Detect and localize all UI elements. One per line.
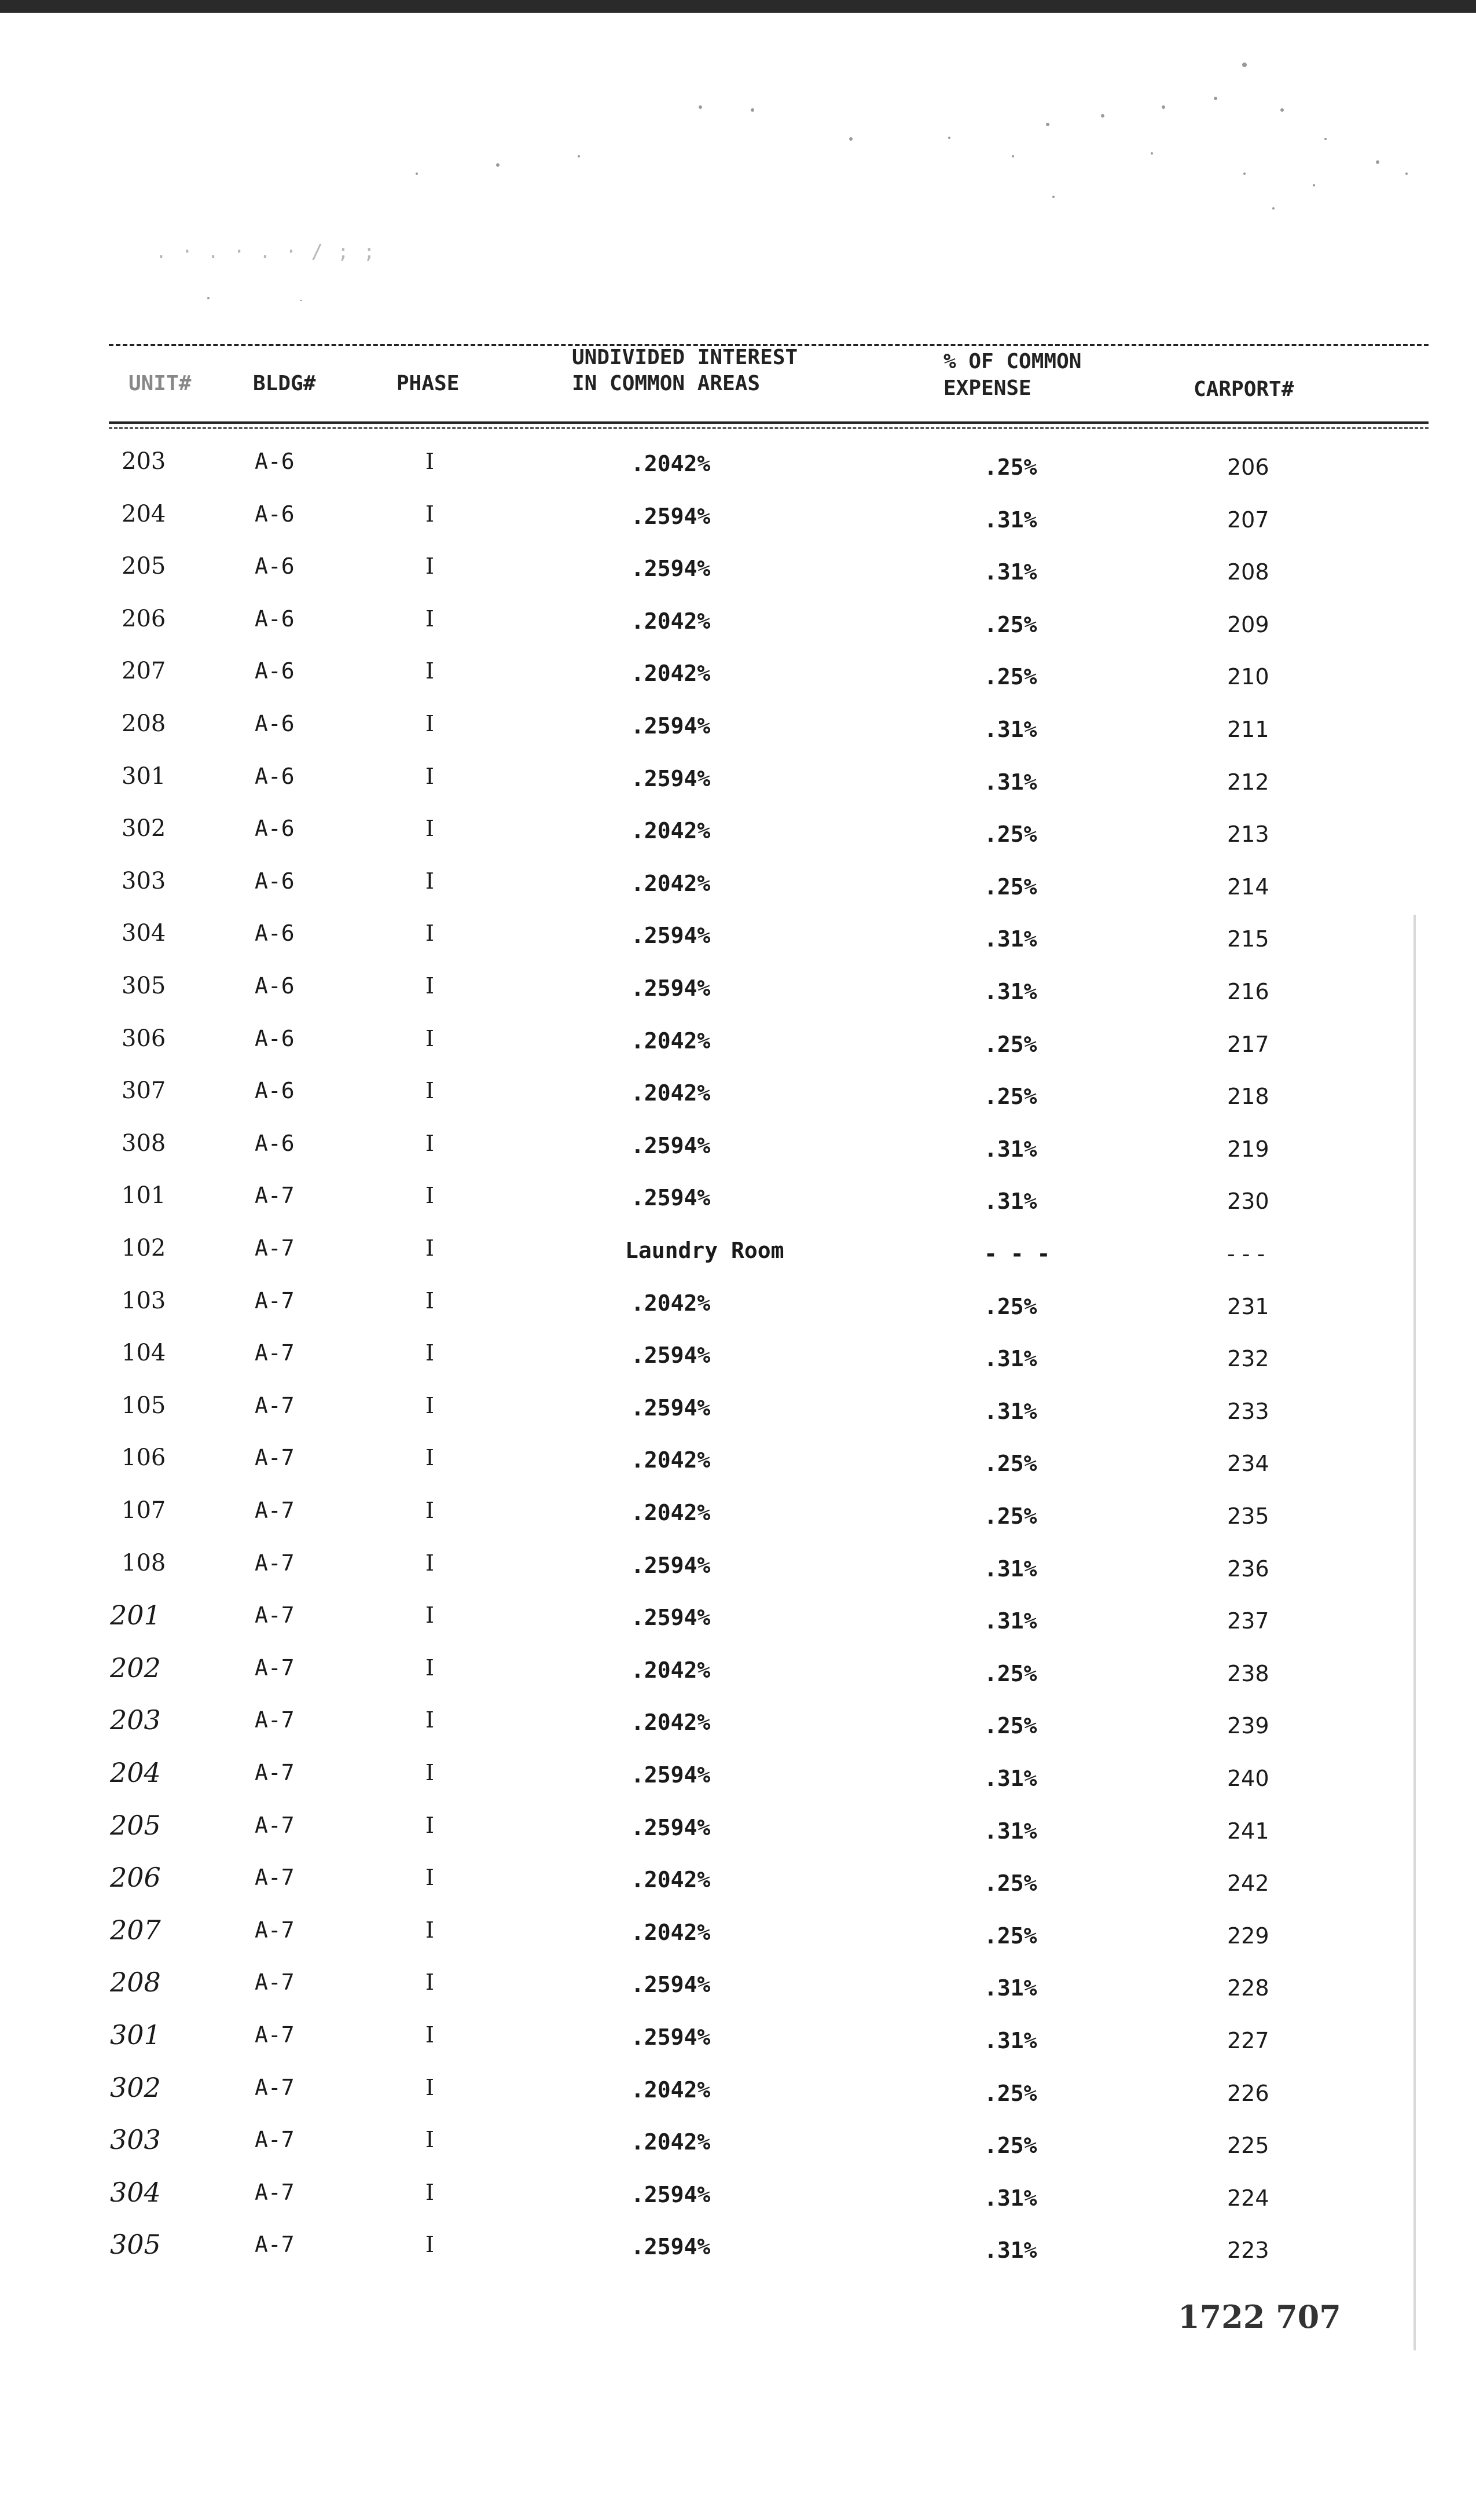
phase-cell: I xyxy=(425,1235,435,1261)
phase-cell: I xyxy=(425,868,435,894)
carport-cell: 229 xyxy=(1227,1923,1269,1949)
undivided-interest-cell: .2594% xyxy=(631,2024,711,2050)
carport-cell: 214 xyxy=(1227,874,1269,900)
common-expense-cell: .31% xyxy=(984,1556,1037,1582)
undivided-interest-cell: .2594% xyxy=(631,2181,711,2207)
phase-cell: I xyxy=(425,501,435,527)
phase-cell: I xyxy=(425,1340,435,1366)
unit-cell: 205 xyxy=(122,553,166,580)
bldg-cell: A-6 xyxy=(255,763,295,789)
carport-cell: 235 xyxy=(1227,1503,1269,1529)
phase-cell: I xyxy=(425,1602,435,1628)
table-row xyxy=(0,1758,1476,1810)
bldg-cell: A-6 xyxy=(255,501,295,527)
undivided-interest-cell: .2594% xyxy=(631,975,711,1001)
phase-cell: I xyxy=(425,2022,435,2048)
carport-cell: 207 xyxy=(1227,507,1269,533)
unit-cell: 303 xyxy=(122,867,166,894)
bldg-cell: A-7 xyxy=(255,1917,295,1943)
common-expense-cell: .25% xyxy=(984,664,1037,690)
phase-cell: I xyxy=(425,973,435,999)
phase-cell: I xyxy=(425,920,435,947)
bldg-cell: A-7 xyxy=(255,1812,295,1838)
common-expense-cell: .31% xyxy=(984,769,1037,795)
phase-cell: I xyxy=(425,1917,435,1943)
unit-cell: 106 xyxy=(122,1444,166,1472)
bldg-cell: A-7 xyxy=(255,1655,295,1681)
undivided-interest-cell: .2594% xyxy=(631,1342,711,1369)
table-row xyxy=(0,604,1476,656)
phase-cell: I xyxy=(425,1287,435,1314)
table-row xyxy=(0,552,1476,604)
unit-cell: 108 xyxy=(122,1549,166,1576)
table-row xyxy=(0,1391,1476,1443)
carport-cell: - - - xyxy=(1227,1241,1265,1267)
bldg-cell: A-7 xyxy=(255,1865,295,1891)
bldg-cell: A-6 xyxy=(255,606,295,632)
carport-cell: 217 xyxy=(1227,1031,1269,1057)
table-row xyxy=(0,1705,1476,1758)
unit-cell: 306 xyxy=(122,1025,166,1052)
phase-cell: I xyxy=(425,1445,435,1471)
table-row xyxy=(0,1653,1476,1705)
undivided-interest-cell: .2042% xyxy=(631,1290,711,1316)
phase-cell: I xyxy=(425,449,435,474)
undivided-interest-cell: .2042% xyxy=(631,1710,711,1736)
phase-cell: I xyxy=(425,553,435,579)
bldg-cell: A-7 xyxy=(255,1183,295,1209)
common-expense-cell: .31% xyxy=(984,979,1037,1004)
table-row xyxy=(0,1549,1476,1601)
table-row xyxy=(0,2230,1476,2282)
unit-cell: 302 xyxy=(122,815,166,842)
common-expense-cell: .25% xyxy=(984,1870,1037,1897)
bldg-cell: A-7 xyxy=(255,2074,295,2100)
undivided-interest-cell: .2594% xyxy=(631,1762,711,1788)
undivided-interest-cell: .2594% xyxy=(631,1814,711,1840)
bldg-cell: A-7 xyxy=(255,1392,295,1418)
undivided-interest-cell: .2594% xyxy=(631,1185,711,1211)
bldg-cell: A-7 xyxy=(255,1235,295,1261)
phase-cell: I xyxy=(425,1550,435,1576)
bldg-cell: A-7 xyxy=(255,2232,295,2258)
table-row xyxy=(0,2073,1476,2125)
table-row xyxy=(0,1024,1476,1076)
common-expense-cell: .25% xyxy=(984,2133,1037,2159)
table-row xyxy=(0,919,1476,971)
carport-cell: 209 xyxy=(1227,611,1269,637)
carport-cell: 239 xyxy=(1227,1713,1269,1739)
bldg-cell: A-7 xyxy=(255,1340,295,1366)
undivided-interest-cell: Laundry Room xyxy=(625,1238,784,1263)
phase-cell: I xyxy=(425,1392,435,1418)
unit-cell: 207 xyxy=(110,1914,161,1946)
undivided-interest-cell: .2042% xyxy=(631,1919,711,1945)
common-expense-cell: .25% xyxy=(984,1451,1037,1477)
common-expense-cell: .25% xyxy=(984,2080,1037,2106)
carport-cell: 234 xyxy=(1227,1451,1269,1477)
col-header-unit: UNIT# xyxy=(128,372,192,395)
unit-cell: 208 xyxy=(110,1967,161,1998)
common-expense-cell: .25% xyxy=(984,1713,1037,1739)
carport-cell: 215 xyxy=(1227,926,1269,952)
common-expense-cell: .25% xyxy=(984,874,1037,900)
common-expense-cell: .31% xyxy=(984,1346,1037,1372)
table-row xyxy=(0,762,1476,814)
undivided-interest-cell: .2042% xyxy=(631,870,711,896)
table-row xyxy=(0,1916,1476,1968)
undivided-interest-cell: .2594% xyxy=(631,923,711,949)
carport-cell: 231 xyxy=(1227,1293,1269,1319)
unit-cell: 107 xyxy=(122,1497,166,1524)
unit-cell: 104 xyxy=(122,1340,166,1367)
table-row xyxy=(0,814,1476,866)
phase-cell: I xyxy=(425,816,435,842)
undivided-interest-cell: .2042% xyxy=(631,451,711,476)
bldg-cell: A-7 xyxy=(255,1602,295,1628)
carport-cell: 241 xyxy=(1227,1818,1269,1844)
table-row xyxy=(0,1129,1476,1181)
bldg-cell: A-7 xyxy=(255,1760,295,1785)
common-expense-cell: .25% xyxy=(984,821,1037,848)
common-expense-cell: .31% xyxy=(984,1975,1037,2001)
unit-cell: 301 xyxy=(122,762,166,790)
carport-cell: 225 xyxy=(1227,2133,1269,2159)
undivided-interest-cell: .2042% xyxy=(631,608,711,634)
unit-cell: 208 xyxy=(122,710,166,737)
table-header-rule xyxy=(109,421,1429,424)
table-header-rule-secondary xyxy=(109,427,1429,429)
undivided-interest-cell: .2042% xyxy=(631,1028,711,1054)
carport-cell: 212 xyxy=(1227,769,1269,795)
table-row xyxy=(0,1076,1476,1128)
carport-cell: 211 xyxy=(1227,717,1269,742)
unit-cell: 305 xyxy=(110,2229,161,2261)
phase-cell: I xyxy=(425,1969,435,1996)
col-header-phase: PHASE xyxy=(396,372,460,395)
phase-cell: I xyxy=(425,1812,435,1838)
common-expense-cell: .25% xyxy=(984,1503,1037,1529)
undivided-interest-cell: .2042% xyxy=(631,1657,711,1683)
carport-cell: 206 xyxy=(1227,454,1269,480)
phase-cell: I xyxy=(425,2232,435,2258)
carport-cell: 238 xyxy=(1227,1660,1269,1686)
table-row xyxy=(0,1181,1476,1233)
common-expense-cell: .31% xyxy=(984,2237,1037,2264)
undivided-interest-cell: .2042% xyxy=(631,818,711,844)
common-expense-cell: .25% xyxy=(984,1031,1037,1057)
undivided-interest-cell: .2042% xyxy=(631,2077,711,2103)
undivided-interest-cell: .2042% xyxy=(631,1867,711,1893)
unit-cell: 204 xyxy=(110,1757,161,1788)
phase-cell: I xyxy=(425,1707,435,1733)
table-row xyxy=(0,1496,1476,1548)
table-row xyxy=(0,656,1476,709)
table-row xyxy=(0,500,1476,552)
unit-cell: 304 xyxy=(122,920,166,947)
col-header-expense-line1: % OF COMMON xyxy=(943,350,1082,373)
phase-cell: I xyxy=(425,1025,435,1051)
carport-cell: 227 xyxy=(1227,2028,1269,2053)
common-expense-cell: .25% xyxy=(984,454,1037,480)
carport-cell: 240 xyxy=(1227,1766,1269,1791)
table-row xyxy=(0,1863,1476,1915)
bldg-cell: A-7 xyxy=(255,1969,295,1996)
unit-cell: 206 xyxy=(122,605,166,632)
unit-cell: 304 xyxy=(110,2176,161,2208)
unit-cell: 204 xyxy=(122,500,166,527)
unit-cell: 301 xyxy=(110,2019,161,2051)
bldg-cell: A-6 xyxy=(255,658,295,684)
common-expense-cell: .25% xyxy=(984,1293,1037,1319)
unit-cell: 206 xyxy=(110,1862,161,1894)
unit-cell: 202 xyxy=(110,1652,161,1683)
carport-cell: 230 xyxy=(1227,1189,1269,1215)
carport-cell: 218 xyxy=(1227,1084,1269,1110)
phase-cell: I xyxy=(425,2127,435,2153)
bldg-cell: A-6 xyxy=(255,1025,295,1051)
phase-cell: I xyxy=(425,1498,435,1523)
common-expense-cell: .25% xyxy=(984,611,1037,637)
undivided-interest-cell: .2594% xyxy=(631,1972,711,1998)
unit-cell: 103 xyxy=(122,1287,166,1314)
carport-cell: 226 xyxy=(1227,2080,1269,2106)
unit-cell: 205 xyxy=(110,1809,161,1841)
table-row xyxy=(0,1286,1476,1338)
bldg-cell: A-7 xyxy=(255,2179,295,2205)
unit-cell: 308 xyxy=(122,1129,166,1157)
bldg-cell: A-6 xyxy=(255,920,295,947)
common-expense-cell: .25% xyxy=(984,1084,1037,1110)
common-expense-cell: - - - xyxy=(984,1241,1051,1267)
undivided-interest-cell: .2594% xyxy=(631,713,711,739)
phase-cell: I xyxy=(425,2074,435,2100)
unit-cell: 101 xyxy=(122,1182,166,1209)
undivided-interest-cell: .2594% xyxy=(631,1552,711,1578)
phase-cell: I xyxy=(425,606,435,632)
table-row xyxy=(0,1968,1476,2020)
carport-cell: 224 xyxy=(1227,2185,1269,2211)
faint-header-note: . · . · . · / ; ; xyxy=(155,240,376,263)
unit-cell: 302 xyxy=(110,2071,161,2103)
table-row xyxy=(0,1338,1476,1391)
phase-cell: I xyxy=(425,711,435,736)
bldg-cell: A-6 xyxy=(255,1078,295,1104)
undivided-interest-cell: .2594% xyxy=(631,1395,711,1421)
col-header-carport: CARPORT# xyxy=(1194,377,1294,401)
carport-cell: 228 xyxy=(1227,1975,1269,2001)
phase-cell: I xyxy=(425,1130,435,1156)
col-header-undivided-line1: UNDIVIDED INTEREST xyxy=(572,346,798,369)
bldg-cell: A-6 xyxy=(255,973,295,999)
table-row xyxy=(0,1811,1476,1863)
bldg-cell: A-7 xyxy=(255,2022,295,2048)
carport-cell: 216 xyxy=(1227,979,1269,1004)
bldg-cell: A-6 xyxy=(255,868,295,894)
table-row xyxy=(0,2178,1476,2230)
col-header-undivided-line2: IN COMMON AREAS xyxy=(572,372,761,395)
common-expense-cell: .25% xyxy=(984,1660,1037,1686)
table-row xyxy=(0,709,1476,761)
undivided-interest-cell: .2594% xyxy=(631,1605,711,1631)
common-expense-cell: .31% xyxy=(984,2028,1037,2053)
unit-cell: 305 xyxy=(122,973,166,999)
table-row xyxy=(0,867,1476,919)
undivided-interest-cell: .2594% xyxy=(631,556,711,582)
undivided-interest-cell: .2042% xyxy=(631,1080,711,1106)
col-header-bldg: BLDG# xyxy=(253,372,316,395)
carport-cell: 242 xyxy=(1227,1870,1269,1897)
undivided-interest-cell: .2042% xyxy=(631,1447,711,1473)
undivided-interest-cell: .2594% xyxy=(631,1132,711,1158)
undivided-interest-cell: .2594% xyxy=(631,2234,711,2260)
table-row xyxy=(0,971,1476,1024)
bldg-cell: A-6 xyxy=(255,711,295,736)
common-expense-cell: .31% xyxy=(984,507,1037,533)
undivided-interest-cell: .2042% xyxy=(631,2129,711,2155)
phase-cell: I xyxy=(425,2179,435,2205)
phase-cell: I xyxy=(425,1655,435,1681)
common-expense-cell: .25% xyxy=(984,1923,1037,1949)
carport-cell: 233 xyxy=(1227,1398,1269,1424)
phase-cell: I xyxy=(425,1865,435,1891)
phase-cell: I xyxy=(425,1078,435,1104)
undivided-interest-cell: .2042% xyxy=(631,661,711,687)
phase-cell: I xyxy=(425,1760,435,1785)
common-expense-cell: .31% xyxy=(984,1189,1037,1215)
undivided-interest-cell: .2594% xyxy=(631,765,711,791)
bldg-cell: A-7 xyxy=(255,1287,295,1314)
undivided-interest-cell: .2594% xyxy=(631,503,711,529)
unit-cell: 307 xyxy=(122,1077,166,1105)
bldg-cell: A-7 xyxy=(255,1707,295,1733)
bldg-cell: A-7 xyxy=(255,2127,295,2153)
common-expense-cell: .31% xyxy=(984,717,1037,742)
unit-cell: 201 xyxy=(110,1600,161,1631)
bldg-cell: A-7 xyxy=(255,1550,295,1576)
carport-cell: 237 xyxy=(1227,1608,1269,1634)
bldg-cell: A-7 xyxy=(255,1445,295,1471)
common-expense-cell: .31% xyxy=(984,1608,1037,1634)
unit-cell: 105 xyxy=(122,1392,166,1419)
common-expense-cell: .31% xyxy=(984,1766,1037,1791)
bldg-cell: A-7 xyxy=(255,1498,295,1523)
table-row xyxy=(0,1234,1476,1286)
carport-cell: 213 xyxy=(1227,821,1269,848)
common-expense-cell: .31% xyxy=(984,1398,1037,1424)
table-row xyxy=(0,447,1476,499)
common-expense-cell: .31% xyxy=(984,1818,1037,1844)
table-row xyxy=(0,1601,1476,1653)
common-expense-cell: .31% xyxy=(984,1136,1037,1162)
unit-cell: 102 xyxy=(122,1235,166,1261)
col-header-expense-line2: EXPENSE xyxy=(943,376,1031,400)
bldg-cell: A-6 xyxy=(255,816,295,842)
page-reference-number: 1722 707 xyxy=(1178,2298,1341,2335)
carport-cell: 208 xyxy=(1227,559,1269,585)
table-row xyxy=(0,1443,1476,1495)
carport-cell: 232 xyxy=(1227,1346,1269,1372)
common-expense-cell: .31% xyxy=(984,926,1037,952)
bldg-cell: A-6 xyxy=(255,1130,295,1156)
unit-cell: 207 xyxy=(122,658,166,685)
table-row xyxy=(0,2020,1476,2073)
carport-cell: 210 xyxy=(1227,664,1269,690)
carport-cell: 223 xyxy=(1227,2237,1269,2264)
bldg-cell: A-6 xyxy=(255,449,295,474)
phase-cell: I xyxy=(425,763,435,789)
bldg-cell: A-6 xyxy=(255,553,295,579)
carport-cell: 236 xyxy=(1227,1556,1269,1582)
carport-cell: 219 xyxy=(1227,1136,1269,1162)
common-expense-cell: .31% xyxy=(984,2185,1037,2211)
common-expense-cell: .31% xyxy=(984,559,1037,585)
phase-cell: I xyxy=(425,1183,435,1209)
undivided-interest-cell: .2042% xyxy=(631,1500,711,1525)
phase-cell: I xyxy=(425,658,435,684)
unit-cell: 303 xyxy=(110,2124,161,2156)
unit-cell: 203 xyxy=(122,448,166,475)
unit-cell: 203 xyxy=(110,1704,161,1736)
table-row xyxy=(0,2125,1476,2177)
